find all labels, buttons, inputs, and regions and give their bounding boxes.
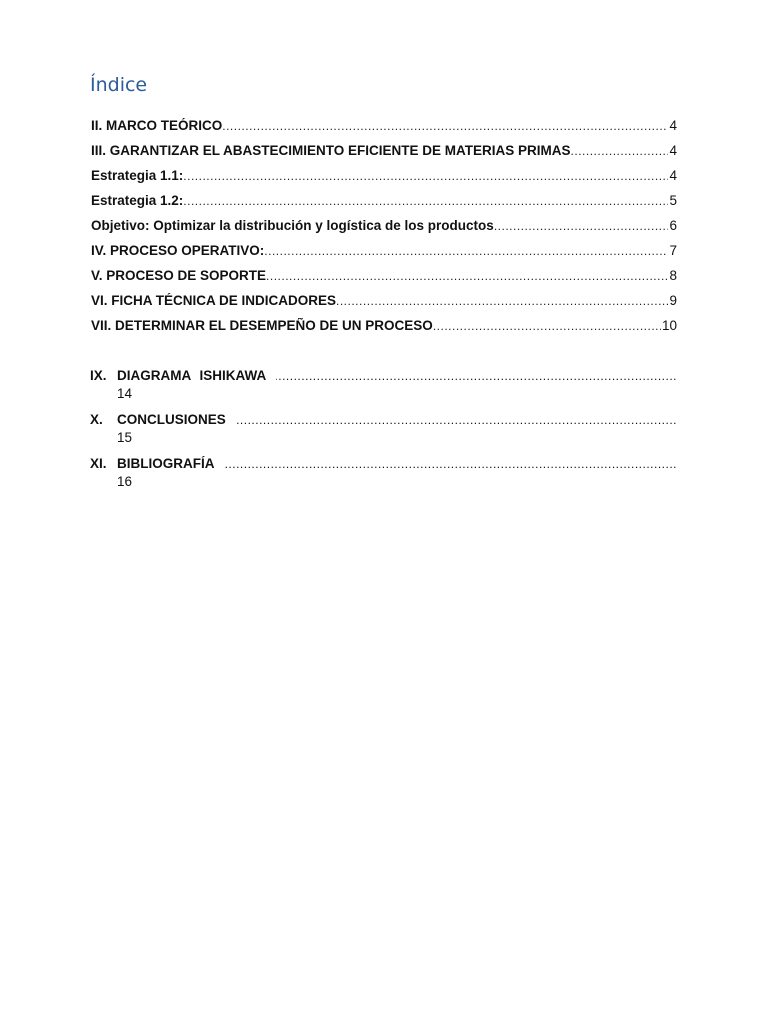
toc-entry-line bbox=[90, 368, 677, 386]
toc-entry-page: 8 bbox=[669, 268, 677, 283]
toc-entry-label: II. MARCO TEÓRICO bbox=[91, 118, 223, 133]
toc-entry[interactable] bbox=[91, 193, 677, 218]
toc-entry-line bbox=[90, 412, 677, 430]
dot-leader bbox=[433, 319, 661, 333]
toc-entry-line bbox=[90, 456, 677, 474]
dot-leader bbox=[494, 219, 669, 233]
toc-entry-page: 14 bbox=[117, 386, 133, 401]
toc-entry-number: IX. bbox=[90, 368, 107, 383]
toc-entry-page: 5 bbox=[669, 193, 677, 208]
dot-leader bbox=[571, 144, 669, 158]
toc-entry[interactable] bbox=[90, 412, 677, 446]
toc-entry[interactable] bbox=[90, 368, 677, 402]
toc-title: Índice bbox=[90, 74, 148, 96]
toc-list-numbered bbox=[90, 368, 677, 500]
dot-leader bbox=[264, 244, 668, 258]
toc-entry-label: Estrategia 1.2: bbox=[91, 193, 184, 208]
toc-entry-page: 7 bbox=[669, 243, 677, 258]
toc-entry[interactable] bbox=[91, 243, 677, 268]
dot-leader bbox=[183, 169, 668, 183]
toc-entry-label: VII. DETERMINAR EL DESEMPEÑO DE UN PROCESO bbox=[91, 318, 433, 333]
toc-entry-label: Objetivo: Optimizar la distribución y logística de los productos bbox=[91, 218, 494, 233]
toc-entry-page: 4 bbox=[669, 118, 677, 133]
toc-entry-label: Estrategia 1.1: bbox=[91, 168, 184, 183]
toc-entry-page: 16 bbox=[117, 474, 133, 489]
toc-entry-page: 4 bbox=[669, 143, 677, 158]
toc-list bbox=[91, 118, 677, 343]
toc-entry-label: CONCLUSIONES bbox=[117, 412, 226, 427]
toc-entry-label: VI. FICHA TÉCNICA DE INDICADORES bbox=[91, 293, 337, 308]
dot-leader bbox=[276, 369, 677, 383]
toc-entry[interactable] bbox=[91, 118, 677, 143]
toc-entry-label: DIAGRAMA ISHIKAWA bbox=[117, 368, 267, 383]
toc-entry[interactable] bbox=[91, 168, 677, 193]
toc-entry[interactable] bbox=[91, 293, 677, 318]
toc-entry[interactable] bbox=[91, 268, 677, 293]
toc-entry[interactable] bbox=[91, 218, 677, 243]
toc-entry[interactable] bbox=[91, 318, 677, 343]
dot-leader bbox=[236, 413, 677, 427]
toc-entry[interactable] bbox=[90, 456, 677, 490]
dot-leader bbox=[266, 269, 668, 283]
toc-entry-page: 4 bbox=[669, 168, 677, 183]
dot-leader bbox=[336, 294, 668, 308]
toc-entry-page: 15 bbox=[117, 430, 133, 445]
toc-entry-page: 9 bbox=[669, 293, 677, 308]
toc-entry-label: IV. PROCESO OPERATIVO: bbox=[91, 243, 265, 258]
toc-entry-label: BIBLIOGRAFÍA bbox=[117, 456, 215, 471]
toc-entry-label: III. GARANTIZAR EL ABASTECIMIENTO EFICIENTE DE MATERIAS PRIMAS bbox=[91, 143, 571, 158]
toc-entry[interactable] bbox=[91, 143, 677, 168]
toc-entry-number: XI. bbox=[90, 456, 107, 471]
dot-leader bbox=[225, 457, 678, 471]
dot-leader bbox=[222, 119, 668, 133]
toc-entry-label: V. PROCESO DE SOPORTE bbox=[91, 268, 267, 283]
toc-entry-number: X. bbox=[90, 412, 103, 427]
toc-entry-page: 6 bbox=[669, 218, 677, 233]
dot-leader bbox=[183, 194, 668, 208]
toc-entry-page: 10 bbox=[661, 318, 677, 333]
